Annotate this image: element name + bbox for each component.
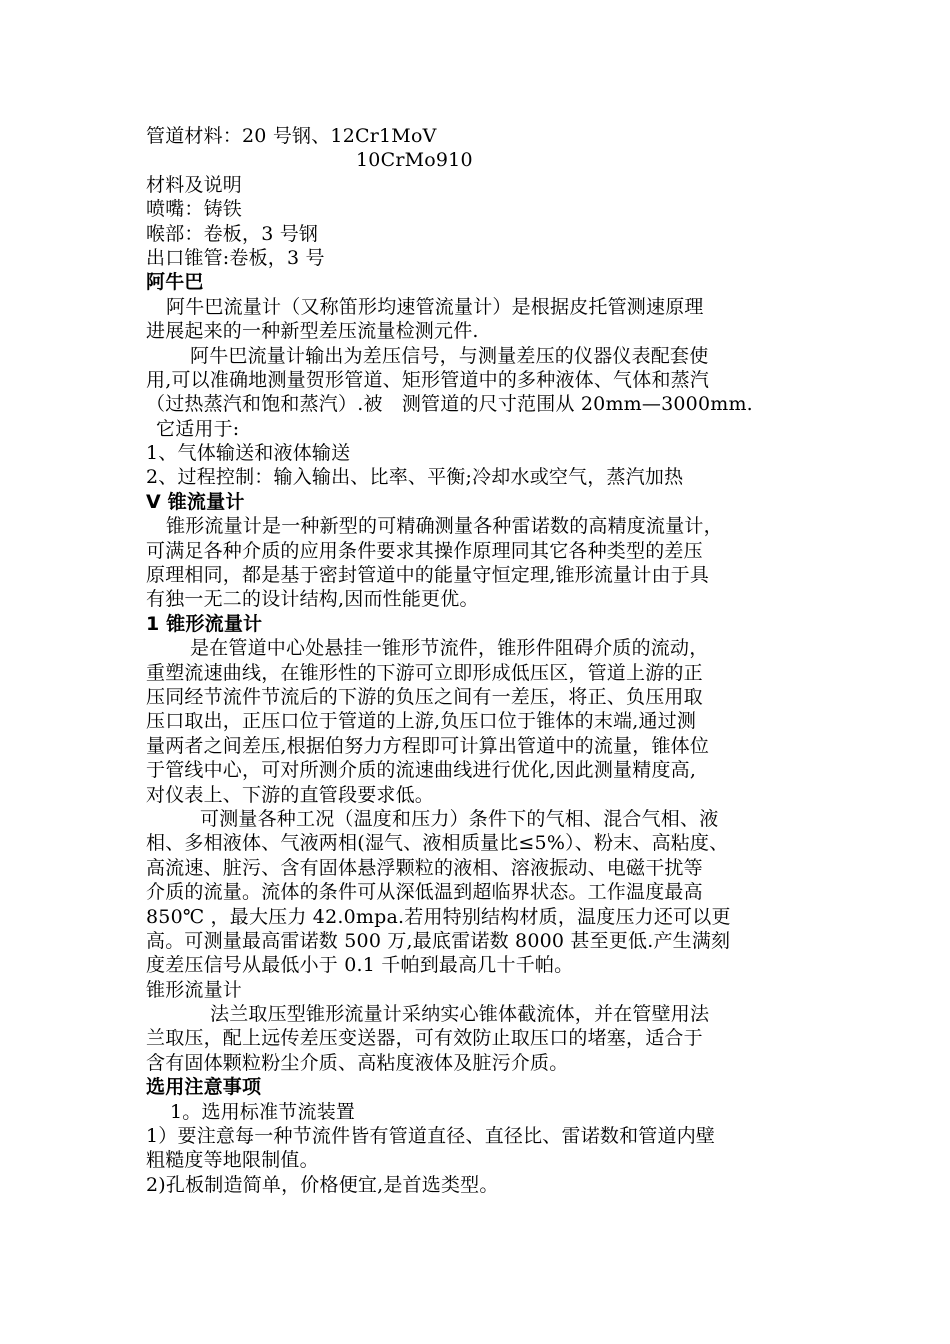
text-line: 对仪表上、下游的直管段要求低。 <box>146 783 435 806</box>
text-line: 2、过程控制：输入输出、比率、平衡;冷却水或空气，蒸汽加热 <box>146 466 684 489</box>
text-line: 出口锥管:卷板，3 号 <box>146 246 325 269</box>
text-line: 于管线中心，可对所测介质的流速曲线进行优化,因此测量精度高, <box>146 759 697 782</box>
text-line: （过热蒸汽和饱和蒸汽）.被 测管道的尺寸范围从 20mm—3000mm. <box>146 393 753 416</box>
section-heading: 1 锥形流量计 <box>146 612 263 635</box>
text-line: 粗糙度等地限制值。 <box>146 1149 319 1172</box>
text-line: 兰取压，配上远传差压变送器，可有效防止取压口的堵塞，适合于 <box>146 1027 703 1050</box>
text-line: 1、气体输送和液体输送 <box>146 442 351 465</box>
text-line: 度差压信号从最低小于 0.1 千帕到最高几十千帕。 <box>146 954 574 977</box>
text-line: 是在管道中心处悬挂一锥形节流件，锥形件阻碍介质的流动， <box>190 637 709 660</box>
text-line: 法兰取压型锥形流量计采纳实心锥体截流体，并在管壁用法 <box>210 1003 710 1026</box>
text-line: 相、多相液体、气液两相(湿气、液相质量比≤5%）、粉末、高粘度、 <box>146 832 729 855</box>
text-line: 850℃ ，最大压力 42.0mpa.若用特别结构材质，温度压力还可以更 <box>146 905 731 928</box>
text-line: 介质的流量。流体的条件可从深低温到超临界状态。工作温度最高 <box>146 881 703 904</box>
text-line: 管道材料：20 号钢、12Cr1MoV <box>146 125 437 147</box>
text-line: 阿牛巴流量计（又称笛形均速管流量计）是根据皮托管测速原理 <box>166 295 704 318</box>
text-line: 含有固体颗粒粉尘介质、高粘度液体及脏污介质。 <box>146 1051 569 1074</box>
text-line: 1）要注意每一种节流件皆有管道直径、直径比、雷诺数和管道内壁 <box>146 1125 716 1148</box>
text-line: 1。选用标准节流装置 <box>170 1100 356 1123</box>
text-line: 阿牛巴流量计输出为差压信号，与测量差压的仪器仪表配套使 <box>190 344 709 367</box>
text-line: 2)孔板制造简单，价格便宜,是首选类型。 <box>146 1173 499 1196</box>
text-line: 用,可以准确地测量贺形管道、矩形管道中的多种液体、气体和蒸汽 <box>146 368 710 391</box>
text-line: 压同经节流件节流后的下游的负压之间有一差压，将正、负压用取 <box>146 685 703 708</box>
section-heading: 选用注意事项 <box>146 1076 262 1099</box>
document-body <box>146 124 826 1197</box>
text-line: 可测量各种工况（温度和压力）条件下的气相、混合气相、液 <box>200 807 719 830</box>
text-line: 有独一无二的设计结构,因而性能更优。 <box>146 588 479 611</box>
text-line: 量两者之间差压,根据伯努力方程即可计算出管道中的流量，锥体位 <box>146 734 710 757</box>
text-line: 高流速、脏污、含有固体悬浮颗粒的液相、溶液振动、电磁干扰等 <box>146 856 703 879</box>
text-line: 进展起来的一种新型差压流量检测元件. <box>146 320 479 343</box>
text-line: 压口取出，正压口位于管道的上游,负压口位于锥体的末端,通过测 <box>146 710 697 733</box>
text-line: 原理相同，都是基于密封管道中的能量守恒定理,锥形流量计由于具 <box>146 564 710 587</box>
text-line: 锥形流量计 <box>146 978 243 1001</box>
section-heading: 阿牛巴 <box>146 271 204 294</box>
text-line: 高。可测量最高雷诺数 500 万,最底雷诺数 8000 甚至更低.产生满刻 <box>146 929 731 952</box>
text-line: 可满足各种介质的应用条件要求其操作原理同其它各种类型的差压 <box>146 539 703 562</box>
text-line: 喷嘴：铸铁 <box>146 198 243 221</box>
text-line: 锥形流量计是一种新型的可精确测量各种雷诺数的高精度流量计， <box>166 515 723 538</box>
text-line: 喉部：卷板，3 号钢 <box>146 222 319 245</box>
text-line: 材料及说明 <box>146 173 243 196</box>
text-line: 重塑流速曲线，在锥形性的下游可立即形成低压区，管道上游的正 <box>146 661 703 684</box>
section-heading: V 锥流量计 <box>146 490 245 513</box>
text-line: 它适用于: <box>156 417 240 440</box>
text-line: 10CrMo910 <box>356 149 473 172</box>
